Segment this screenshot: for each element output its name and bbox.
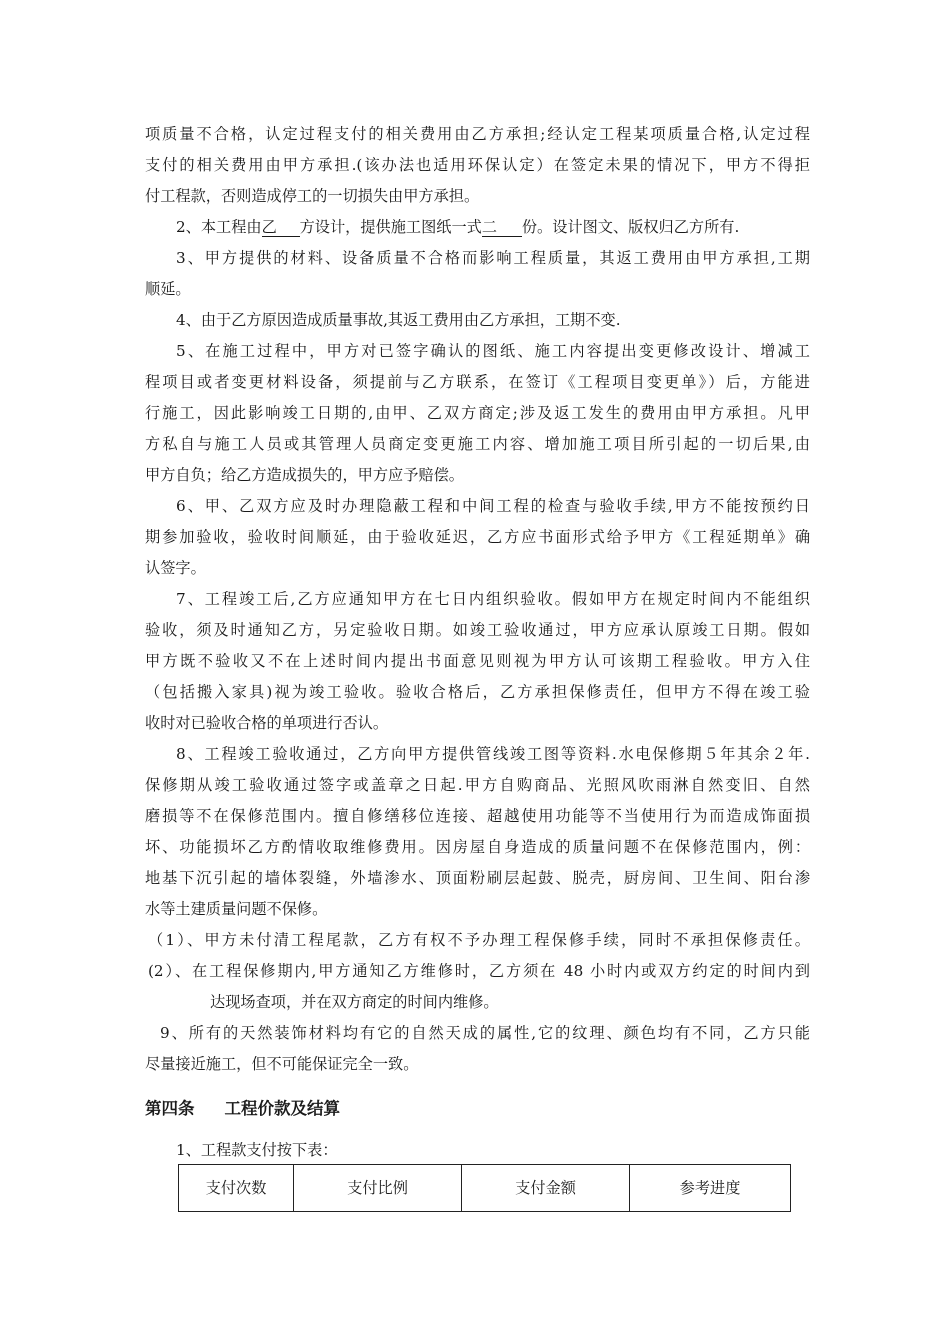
clause-2: 2、本工程由乙 方设计，提供施工图纸一式二 份。设计图文、版权归乙方所有. — [176, 218, 740, 236]
paragraph-line: 坏、功能损坏乙方酌情收取维修费用。因房屋自身造成的质量问题不在保修范围内，例： — [145, 838, 810, 856]
header-payment-ratio: 支付比例 — [294, 1165, 462, 1212]
paragraph-line: 项质量不合格，认定过程支付的相关费用由乙方承担;经认定工程某项质量合格,认定过程 — [145, 125, 810, 143]
header-reference-progress: 参考进度 — [630, 1165, 791, 1212]
designer-field: 乙 — [262, 219, 300, 237]
paragraph-line: 尽量接近施工，但不可能保证完全一致。 — [145, 1055, 419, 1073]
payment-table — [178, 1164, 791, 1212]
paragraph-line: 保修期从竣工验收通过签字或盖章之日起.甲方自购商品、光照风吹雨淋自然变旧、自然 — [145, 776, 810, 794]
sub-clause-1: （1）、甲方未付清工程尾款，乙方有权不予办理工程保修手续，同时不承担保修责任。 — [148, 931, 810, 949]
clause-6: 6、甲、乙双方应及时办理隐蔽工程和中间工程的检查与验收手续,甲方不能按预约日 — [176, 497, 810, 515]
paragraph-line: 付工程款，否则造成停工的一切损失由甲方承担。 — [145, 187, 480, 205]
paragraph-line: 磨损等不在保修范围内。擅自修缮移位连接、超越使用功能等不当使用行为而造成饰面损 — [145, 807, 810, 825]
clause-9: 9、所有的天然装饰材料均有它的自然天成的属性,它的纹理、颜色均有不同，乙方只能 — [160, 1024, 810, 1042]
paragraph-line: 期参加验收，验收时间顺延，由于验收延迟，乙方应书面形式给予甲方《工程延期单》确 — [145, 528, 810, 546]
paragraph-line: 支付的相关费用由甲方承担.(该办法也适用环保认定）在签定未果的情况下，甲方不得拒 — [145, 156, 810, 174]
article-heading — [145, 1095, 340, 1119]
article-title: 工程价款及结算 — [224, 1099, 340, 1118]
paragraph-line: 甲方自负；给乙方造成损失的，甲方应予赔偿。 — [145, 466, 464, 484]
sub-clause-2: (2）、在工程保修期内,甲方通知乙方维修时，乙方须在 48 小时内或双方约定的时间内到 — [148, 962, 810, 980]
clause-7: 7、工程竣工后,乙方应通知甲方在七日内组织验收。假如甲方在规定时间内不能组织 — [176, 590, 810, 608]
header-payment-count: 支付次数 — [179, 1165, 294, 1212]
clause-3: 3、甲方提供的材料、设备质量不合格而影响工程质量，其返工费用由甲方承担,工期 — [176, 249, 810, 267]
paragraph-line: 验收，须及时通知乙方，另定验收日期。如竣工验收通过，甲方应承认原竣工日期。假如 — [145, 621, 810, 639]
paragraph-line: 方私自与施工人员或其管理人员商定变更施工内容、增加施工项目所引起的一切后果,由 — [145, 435, 810, 453]
paragraph-line: 甲方既不验收又不在上述时间内提出书面意见则视为甲方认可该期工程验收。甲方入住 — [145, 652, 810, 670]
paragraph-line: 地基下沉引起的墙体裂缝，外墙渗水、顶面粉刷层起鼓、脱壳，厨房间、卫生间、阳台渗 — [145, 869, 810, 887]
paragraph-line: 收时对已验收合格的单项进行否认。 — [145, 714, 388, 732]
copies-field: 二 — [482, 219, 522, 237]
header-payment-amount: 支付金额 — [462, 1165, 630, 1212]
paragraph-line: 行施工，因此影响竣工日期的,由甲、乙双方商定;涉及返工发生的费用由甲方承担。凡甲 — [145, 404, 810, 422]
article-number: 第四条 — [145, 1099, 195, 1118]
paragraph-line: 程项目或者变更材料设备，须提前与乙方联系，在签订《工程项目变更单》）后，方能进 — [145, 373, 810, 391]
paragraph-line: 达现场查项，并在双方商定的时间内维修。 — [210, 993, 499, 1011]
clause-8: 8、工程竣工验收通过，乙方向甲方提供管线竣工图等资料.水电保修期５年其余２年. — [176, 745, 810, 763]
table-header-row — [179, 1165, 791, 1212]
clause-4: 4、由于乙方原因造成质量事故,其返工费用由乙方承担，工期不变. — [176, 311, 621, 329]
paragraph-line: （包括搬入家具)视为竣工验收。验收合格后，乙方承担保修责任，但甲方不得在竣工验 — [145, 683, 810, 701]
payment-intro: 1、工程款支付按下表： — [176, 1141, 338, 1159]
paragraph-line: 水等土建质量问题不保修。 — [145, 900, 328, 918]
paragraph-line: 顺延。 — [145, 280, 191, 298]
paragraph-line: 认签字。 — [145, 559, 206, 577]
clause-5: 5、在施工过程中，甲方对已签字确认的图纸、施工内容提出变更修改设计、增减工 — [176, 342, 810, 360]
